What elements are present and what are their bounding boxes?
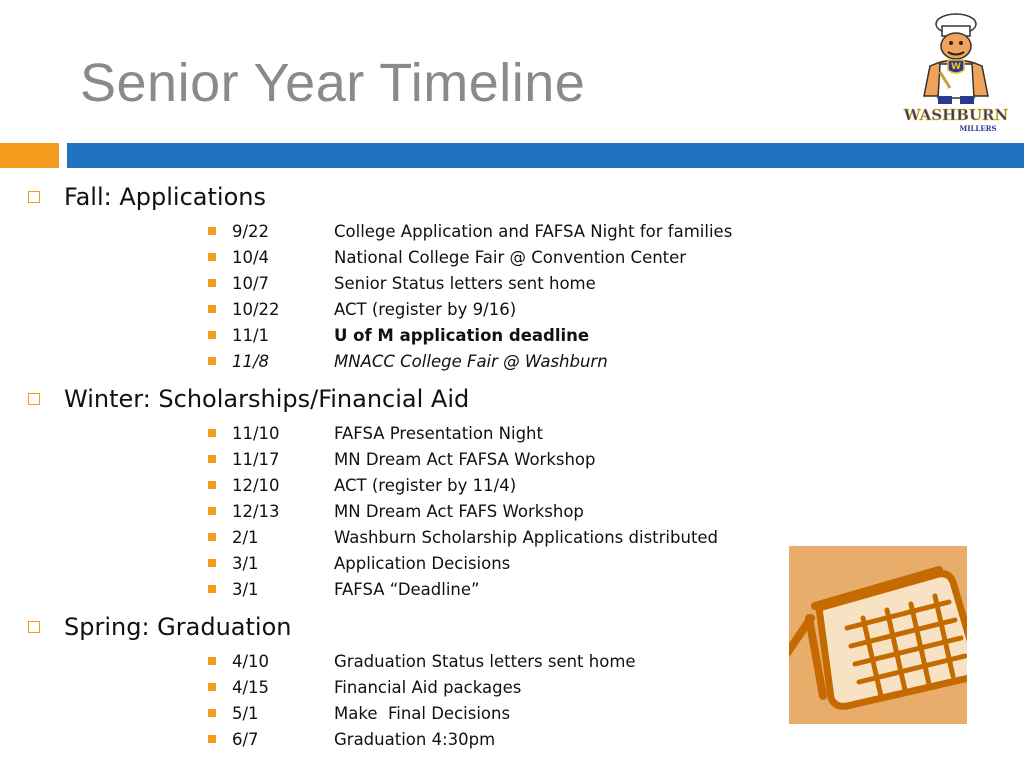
timeline-item (208, 348, 788, 374)
item-date: 5/1 (232, 703, 259, 723)
timeline-list (208, 420, 788, 602)
square-bullet-icon (208, 735, 216, 743)
item-date: 11/10 (232, 423, 280, 443)
square-bullet-icon (208, 253, 216, 261)
square-bullet-icon (208, 585, 216, 593)
item-date: 2/1 (232, 527, 259, 547)
square-bullet-icon (208, 429, 216, 437)
item-date: 4/10 (232, 651, 270, 671)
calendar-icon (789, 546, 967, 724)
timeline-item (208, 674, 788, 700)
item-text: FAFSA Presentation Night (334, 423, 543, 443)
square-bullet-icon (208, 683, 216, 691)
item-text: ACT (register by 11/4) (334, 475, 517, 495)
section-header (28, 178, 788, 216)
item-date: 3/1 (232, 553, 259, 573)
section-bullet-icon (28, 393, 40, 405)
section-bullet-icon (28, 621, 40, 633)
accent-bar-blue (67, 143, 1024, 168)
section-bullet-icon (28, 191, 40, 203)
item-date: 10/4 (232, 247, 270, 267)
item-text: Financial Aid packages (334, 677, 522, 697)
item-text: Senior Status letters sent home (334, 273, 596, 293)
square-bullet-icon (208, 533, 216, 541)
section-winter (28, 380, 788, 602)
item-date: 11/1 (232, 325, 270, 345)
timeline-item (208, 550, 788, 576)
item-text: FAFSA “Deadline” (334, 579, 480, 599)
washburn-millers-logo (900, 10, 1012, 135)
item-text: MNACC College Fair @ Washburn (334, 351, 608, 371)
timeline-item (208, 244, 788, 270)
item-text: Washburn Scholarship Applications distributed (334, 527, 719, 547)
timeline-item (208, 270, 788, 296)
logo-badge-letter: W (951, 62, 961, 72)
item-text: MN Dream Act FAFSA Workshop (334, 449, 596, 469)
section-header (28, 380, 788, 418)
logo-wordmark: WASHBURN (903, 106, 1009, 124)
item-date: 12/13 (232, 501, 280, 521)
accent-bar-orange (0, 143, 59, 168)
timeline-item (208, 726, 788, 752)
item-date: 11/17 (232, 449, 280, 469)
item-text: Application Decisions (334, 553, 511, 573)
timeline-item (208, 420, 788, 446)
square-bullet-icon (208, 507, 216, 515)
item-date: 4/15 (232, 677, 270, 697)
timeline-item (208, 218, 788, 244)
section-spring (28, 608, 788, 752)
slide-title: Senior Year Timeline (80, 53, 586, 113)
timeline-item (208, 322, 788, 348)
item-date: 12/10 (232, 475, 280, 495)
item-text: Graduation 4:30pm (334, 729, 496, 749)
square-bullet-icon (208, 227, 216, 235)
square-bullet-icon (208, 331, 216, 339)
item-text: MN Dream Act FAFS Workshop (334, 501, 584, 521)
timeline-list (208, 218, 788, 374)
square-bullet-icon (208, 279, 216, 287)
timeline-item (208, 648, 788, 674)
square-bullet-icon (208, 657, 216, 665)
item-text: National College Fair @ Convention Center (334, 247, 687, 267)
item-date: 10/22 (232, 299, 280, 319)
section-fall (28, 178, 788, 374)
section-header (28, 608, 788, 646)
item-date: 6/7 (232, 729, 259, 749)
item-text: ACT (register by 9/16) (334, 299, 517, 319)
timeline-content (28, 178, 788, 758)
square-bullet-icon (208, 709, 216, 717)
timeline-item (208, 700, 788, 726)
item-date: 11/8 (232, 351, 270, 371)
item-date: 9/22 (232, 221, 270, 241)
square-bullet-icon (208, 357, 216, 365)
square-bullet-icon (208, 305, 216, 313)
section-label: Fall: Applications (64, 183, 266, 211)
logo-subtext: MILLERS (959, 124, 997, 133)
timeline-item (208, 472, 788, 498)
square-bullet-icon (208, 455, 216, 463)
square-bullet-icon (208, 559, 216, 567)
timeline-item (208, 524, 788, 550)
item-date: 10/7 (232, 273, 270, 293)
timeline-list (208, 648, 788, 752)
item-text: Graduation Status letters sent home (334, 651, 636, 671)
timeline-item (208, 446, 788, 472)
item-text: U of M application deadline (334, 325, 590, 345)
timeline-item (208, 296, 788, 322)
timeline-item (208, 498, 788, 524)
section-label: Spring: Graduation (64, 613, 292, 641)
section-label: Winter: Scholarships/Financial Aid (64, 385, 470, 413)
item-text: College Application and FAFSA Night for families (334, 221, 733, 241)
item-text: Make Final Decisions (334, 703, 511, 723)
timeline-item (208, 576, 788, 602)
item-date: 3/1 (232, 579, 259, 599)
square-bullet-icon (208, 481, 216, 489)
